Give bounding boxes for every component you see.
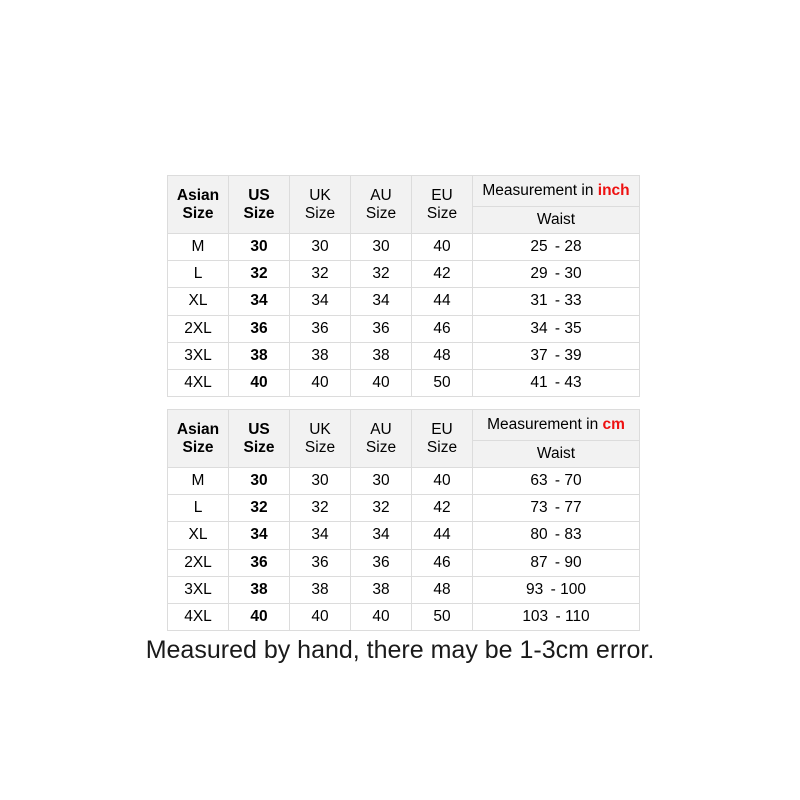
cell-uk-size: 34	[290, 522, 351, 549]
waist-max: 35	[564, 319, 582, 337]
table-row	[168, 234, 640, 261]
cell-us-size: 38	[229, 342, 290, 369]
cell-us-size: 36	[229, 549, 290, 576]
cell-eu-size: 46	[412, 315, 473, 342]
cell-asian-size: 2XL	[168, 549, 229, 576]
waist-min: 31	[530, 292, 548, 310]
cell-au-size: 40	[351, 603, 412, 630]
table-body-inch	[168, 234, 640, 397]
measurement-unit-label: inch	[597, 182, 630, 200]
cell-uk-size: 30	[290, 234, 351, 261]
column-header-uk-size	[290, 176, 351, 234]
table-row	[168, 468, 640, 495]
table-header-cm	[168, 410, 640, 468]
footer-note: Measured by hand, there may be 1-3cm error.	[145, 636, 655, 664]
header-row-primary	[168, 176, 640, 207]
waist-max: 28	[564, 238, 582, 256]
cell-au-size: 34	[351, 288, 412, 315]
cell-us-size: 36	[229, 315, 290, 342]
column-header-asian-size	[168, 410, 229, 468]
cell-eu-size: 50	[412, 603, 473, 630]
cell-waist-range	[473, 468, 640, 495]
waist-max: 30	[564, 265, 582, 283]
column-header-asian-size	[168, 176, 229, 234]
cell-asian-size: 4XL	[168, 603, 229, 630]
cell-uk-size: 38	[290, 576, 351, 603]
cell-us-size: 34	[229, 522, 290, 549]
cell-us-size: 40	[229, 369, 290, 396]
cell-eu-size: 44	[412, 522, 473, 549]
cell-uk-size: 32	[290, 495, 351, 522]
cell-waist-range	[473, 603, 640, 630]
header-line-2: Size	[182, 438, 214, 456]
table-row	[168, 522, 640, 549]
waist-range-separator: -	[550, 374, 565, 392]
waist-range-separator: -	[550, 319, 565, 337]
cell-uk-size: 36	[290, 549, 351, 576]
size-table-cm	[167, 409, 640, 631]
column-header-measurement-unit	[473, 176, 640, 207]
cell-waist-range	[473, 234, 640, 261]
cell-us-size: 40	[229, 603, 290, 630]
cell-eu-size: 48	[412, 576, 473, 603]
column-header-waist: Waist	[473, 441, 640, 468]
header-line-2: Size	[304, 204, 336, 222]
waist-range-separator: -	[550, 526, 565, 544]
waist-range-separator: -	[550, 346, 565, 364]
column-header-eu-size	[412, 176, 473, 234]
measurement-unit-label: cm	[602, 416, 625, 434]
waist-max: 70	[564, 472, 582, 490]
waist-min: 41	[530, 374, 548, 392]
table-row	[168, 549, 640, 576]
cell-asian-size: M	[168, 234, 229, 261]
cell-uk-size: 36	[290, 315, 351, 342]
cell-asian-size: 3XL	[168, 342, 229, 369]
cell-waist-range	[473, 522, 640, 549]
cell-au-size: 38	[351, 576, 412, 603]
cell-au-size: 38	[351, 342, 412, 369]
cell-eu-size: 44	[412, 288, 473, 315]
cell-au-size: 40	[351, 369, 412, 396]
cell-waist-range	[473, 576, 640, 603]
cell-waist-range	[473, 342, 640, 369]
header-line-2: Size	[243, 438, 275, 456]
column-header-uk-size	[290, 410, 351, 468]
waist-min: 37	[530, 346, 548, 364]
header-line-1: US	[248, 420, 270, 438]
waist-min: 93	[526, 580, 544, 598]
header-line-1: EU	[431, 420, 453, 438]
table-row	[168, 495, 640, 522]
cell-eu-size: 40	[412, 234, 473, 261]
header-line-1: UK	[309, 186, 331, 204]
table-row	[168, 369, 640, 396]
cell-au-size: 30	[351, 468, 412, 495]
waist-max: 77	[564, 499, 582, 517]
waist-min: 29	[530, 265, 548, 283]
waist-range-separator: -	[546, 580, 561, 598]
cell-us-size: 38	[229, 576, 290, 603]
cell-uk-size: 40	[290, 369, 351, 396]
waist-min: 87	[530, 553, 548, 571]
cell-asian-size: XL	[168, 288, 229, 315]
header-line-2: Size	[304, 438, 336, 456]
cell-asian-size: 4XL	[168, 369, 229, 396]
cell-asian-size: L	[168, 261, 229, 288]
header-line-2: Size	[243, 204, 275, 222]
waist-range-separator: -	[550, 292, 565, 310]
table-row	[168, 315, 640, 342]
cell-au-size: 32	[351, 261, 412, 288]
cell-us-size: 30	[229, 468, 290, 495]
cell-uk-size: 30	[290, 468, 351, 495]
header-line-2: Size	[426, 438, 458, 456]
cell-waist-range	[473, 495, 640, 522]
waist-range-separator: -	[551, 608, 565, 626]
waist-min: 80	[530, 526, 548, 544]
cell-asian-size: 3XL	[168, 576, 229, 603]
column-header-au-size	[351, 176, 412, 234]
size-table-inch	[167, 175, 640, 397]
waist-range-separator: -	[550, 499, 565, 517]
waist-max: 33	[564, 292, 582, 310]
waist-min: 25	[530, 238, 548, 256]
waist-max: 39	[564, 346, 582, 364]
cell-waist-range	[473, 261, 640, 288]
cell-asian-size: L	[168, 495, 229, 522]
header-row-primary	[168, 410, 640, 441]
waist-min: 73	[530, 499, 548, 517]
table-row	[168, 603, 640, 630]
header-line-2: Size	[426, 204, 458, 222]
header-line-1: AU	[370, 420, 392, 438]
cell-uk-size: 38	[290, 342, 351, 369]
cell-eu-size: 42	[412, 495, 473, 522]
waist-min: 63	[530, 472, 548, 490]
measurement-prefix-label: Measurement in	[487, 416, 599, 434]
header-line-1: Asian	[176, 420, 220, 438]
header-line-1: AU	[370, 186, 392, 204]
cell-waist-range	[473, 315, 640, 342]
header-line-2: Size	[365, 438, 397, 456]
cell-waist-range	[473, 549, 640, 576]
header-line-2: Size	[365, 204, 397, 222]
column-header-us-size	[229, 410, 290, 468]
waist-range-separator: -	[550, 238, 565, 256]
column-header-eu-size	[412, 410, 473, 468]
cell-asian-size: 2XL	[168, 315, 229, 342]
cell-waist-range	[473, 369, 640, 396]
waist-max: 110	[564, 608, 590, 626]
table-body-cm	[168, 468, 640, 631]
cell-eu-size: 40	[412, 468, 473, 495]
table-row	[168, 576, 640, 603]
cell-uk-size: 34	[290, 288, 351, 315]
cell-eu-size: 50	[412, 369, 473, 396]
header-line-1: UK	[309, 420, 331, 438]
table-header-inch	[168, 176, 640, 234]
table-row	[168, 261, 640, 288]
cell-au-size: 34	[351, 522, 412, 549]
cell-asian-size: M	[168, 468, 229, 495]
cell-waist-range	[473, 288, 640, 315]
cell-eu-size: 46	[412, 549, 473, 576]
cell-au-size: 32	[351, 495, 412, 522]
cell-uk-size: 32	[290, 261, 351, 288]
column-header-measurement-unit	[473, 410, 640, 441]
cell-us-size: 34	[229, 288, 290, 315]
cell-eu-size: 42	[412, 261, 473, 288]
column-header-waist: Waist	[473, 207, 640, 234]
waist-max: 100	[560, 580, 586, 598]
waist-range-separator: -	[550, 265, 565, 283]
cell-au-size: 36	[351, 549, 412, 576]
measurement-prefix-label: Measurement in	[482, 182, 594, 200]
waist-max: 83	[564, 526, 582, 544]
column-header-us-size	[229, 176, 290, 234]
cell-au-size: 36	[351, 315, 412, 342]
table-row	[168, 342, 640, 369]
cell-us-size: 30	[229, 234, 290, 261]
table-row	[168, 288, 640, 315]
cell-asian-size: XL	[168, 522, 229, 549]
waist-range-separator: -	[550, 472, 565, 490]
column-header-au-size	[351, 410, 412, 468]
waist-max: 43	[564, 374, 582, 392]
waist-max: 90	[564, 553, 582, 571]
cell-us-size: 32	[229, 261, 290, 288]
cell-eu-size: 48	[412, 342, 473, 369]
header-line-1: Asian	[176, 186, 220, 204]
header-line-1: EU	[431, 186, 453, 204]
cell-uk-size: 40	[290, 603, 351, 630]
waist-range-separator: -	[550, 553, 565, 571]
header-line-2: Size	[182, 204, 214, 222]
waist-min: 34	[530, 319, 548, 337]
header-line-1: US	[248, 186, 270, 204]
cell-au-size: 30	[351, 234, 412, 261]
waist-min: 103	[522, 608, 549, 626]
cell-us-size: 32	[229, 495, 290, 522]
